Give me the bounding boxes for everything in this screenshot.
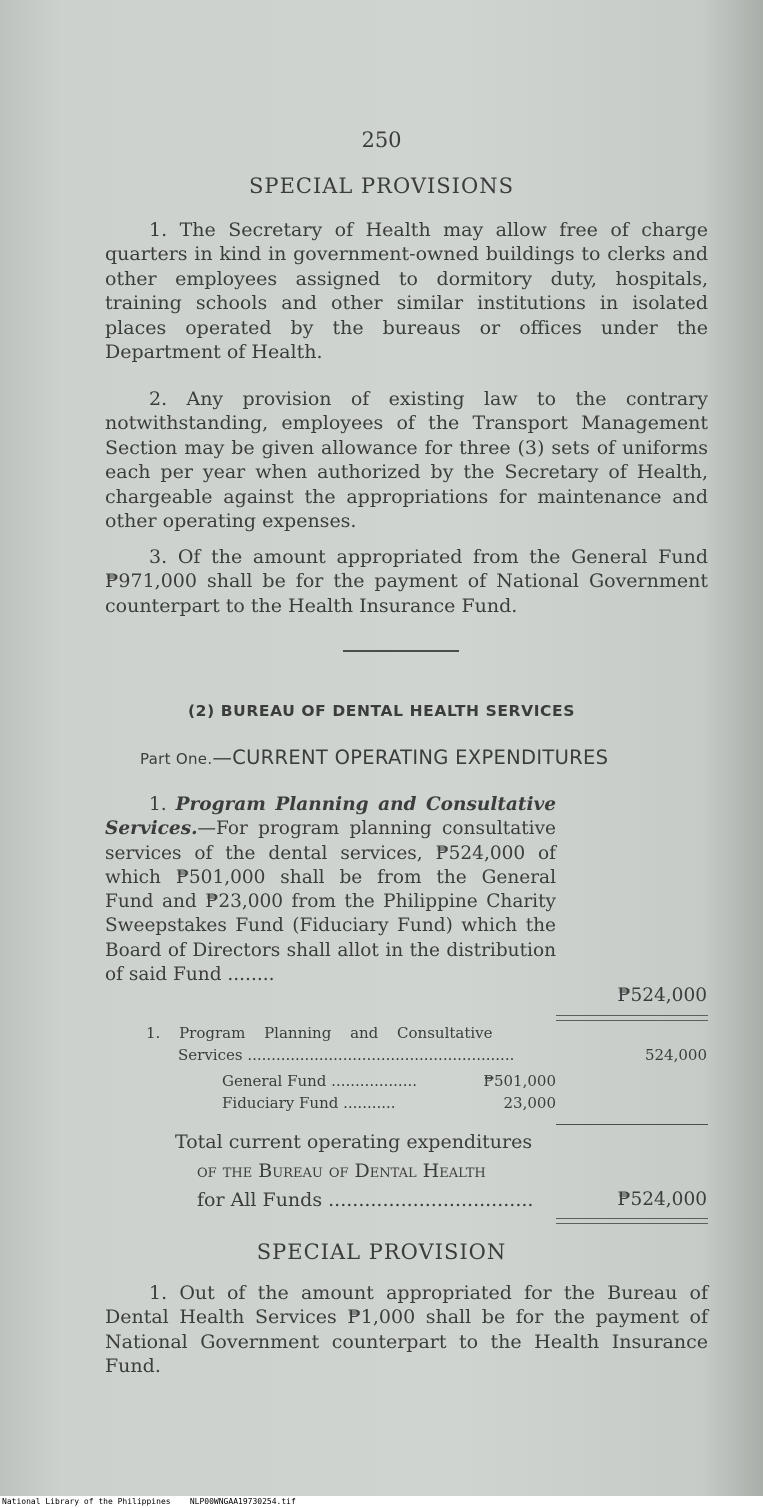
scan-footer [0,1496,763,1508]
part-label: Part One. [140,750,213,768]
page-number: 250 [361,128,402,152]
general-fund-label: General Fund .................. [222,1072,417,1090]
total-line-1: Total current operating expenditures [175,1131,533,1153]
total-line-3: for All Funds .................................. [197,1189,534,1211]
part-title: —CURRENT OPERATING EXPENDITURES [212,746,609,769]
total-line-2: of the Bureau of Dental Health [197,1160,486,1182]
section-divider [343,650,459,652]
special-provision-heading: SPECIAL PROVISION [256,1240,507,1264]
library-name: National Library of the Philippines [2,1497,171,1506]
total-double-rule [556,1218,708,1224]
breakdown-line-2: Services ........................................................ [178,1046,515,1064]
item-title: Program Planning and Consultative Services. [105,794,556,840]
fiduciary-fund-label: Fiduciary Fund ........... [222,1094,396,1112]
provision-paragraph-1: 1. The Secretary of Health may allow free of charge quarters in kind in government-owned buildings to clerks and other employees assigned to dormitory duty, hospitals, training schools and other similar institutions in isolated places operated by the bureaus or offices under the Department of Health. [105,219,708,364]
subtotal-rule [556,1124,708,1125]
special-provision-paragraph: 1. Out of the amount appropriated for the Bureau of Dental Health Services ₱1,000 shall be for the payment of National Government counterpart to the Health Insurance Fund. [105,1282,708,1378]
part-one-heading [140,746,608,769]
item-number: 1. [149,794,167,815]
file-id: NLP00WNGAA19730254.tif [189,1497,296,1506]
item-text: —For program planning consultative services of the dental services, ₱524,000 of which ₱501,000 shall be from the General Fund and ₱23,000 from the Philippine Charity Sweepstakes Fund (Fiduciary Fund) which the Board of Directors shall allot in the distribution of said Fund ........ [105,818,556,986]
breakdown-line-1: 1. Program Planning and Consultative [146,1024,493,1042]
provision-paragraph-2: 2. Any provision of existing law to the contrary notwithstanding, employees of the Transport Management Section may be given allowance for three (3) sets of uniforms each per year when authorized by the Secretary of Health, chargeable against the appropriations for maintenance and other operating expenses. [105,388,708,533]
general-fund-amount: ₱501,000 [483,1072,556,1090]
breakdown-amount: 524,000 [644,1046,707,1064]
double-rule [556,1015,708,1021]
special-provisions-heading: SPECIAL PROVISIONS [249,174,514,198]
provision-paragraph-3: 3. Of the amount appropriated from the General Fund ₱971,000 shall be for the payment of National Government counterpart to the Health Insurance Fund. [105,546,708,617]
fiduciary-fund-amount: 23,000 [503,1094,556,1112]
item-amount: ₱524,000 [617,985,707,1006]
item-program-planning [105,793,556,987]
bureau-heading: (2) BUREAU OF DENTAL HEALTH SERVICES [188,702,575,720]
total-amount: ₱524,000 [617,1189,707,1210]
